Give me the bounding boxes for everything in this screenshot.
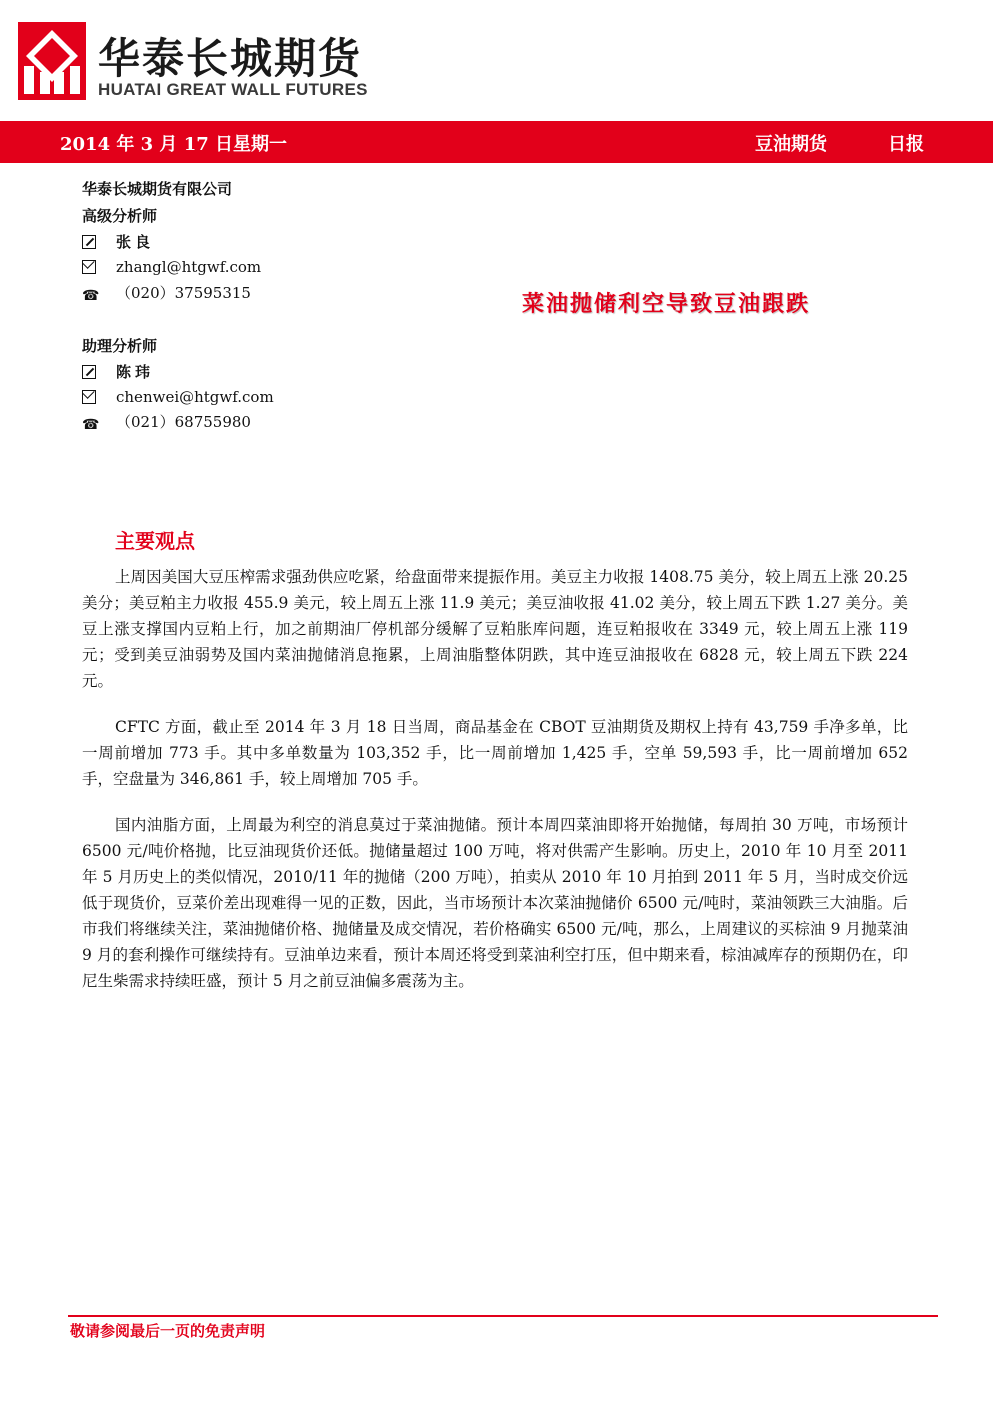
report-header-band	[0, 121, 993, 163]
company-logo	[18, 22, 388, 102]
senior-analyst-email-row	[82, 258, 261, 280]
phone-icon: ☎	[82, 417, 100, 433]
senior-analyst-name-row	[82, 231, 154, 253]
assistant-analyst-email[interactable]: chenwei@htgwf.com	[116, 388, 274, 406]
report-date: 2014 年 3 月 17 日星期一	[60, 134, 288, 155]
mail-icon	[82, 390, 96, 404]
assistant-analyst-phone-row	[82, 411, 251, 433]
disclaimer-note: 敬请参阅最后一页的免责声明	[70, 1322, 266, 1340]
report-headline: 菜油抛储利空导致豆油跟跌	[522, 291, 811, 317]
paragraph-cftc: CFTC 方面，截止至 2014 年 3 月 18 日当周，商品基金在 CBOT 豆油期货及期权上持有 43,759 手净多单，比一周前增加 773 手。其中多单数量为 103,352 手，比一周前增加 1,425 手，空单 59,593 手，比一周前增加 652 手，空盘量为 346,861 手，较上周增加 705 手。	[82, 718, 908, 788]
assistant-analyst-title: 助理分析师	[82, 337, 158, 355]
logo-mark-icon	[18, 22, 86, 100]
mail-icon	[82, 260, 96, 274]
section-title: 主要观点	[115, 529, 195, 553]
report-category: 豆油期货	[755, 134, 827, 155]
senior-analyst-title: 高级分析师	[82, 207, 158, 225]
report-type: 日报	[888, 134, 924, 155]
footer-divider	[68, 1315, 938, 1317]
edit-icon	[82, 235, 96, 249]
paragraph-market-overview: 上周因美国大豆压榨需求强劲供应吃紧，给盘面带来提振作用。美豆主力收报 1408.75 美分，较上周五上涨 20.25 美分；美豆粕主力收报 455.9 美元，较上周五上涨 11.9 美元；美豆油收报 41.02 美分，较上周五下跌 1.27 美分。美豆上涨支撑国内豆粕上行，加之前期油厂停机部分缓解了豆粕胀库问题，连豆粕报收在 3349 元，较上周五上涨 119 元；受到美豆油弱势及国内菜油抛储消息拖累，上周油脂整体阴跌，其中连豆油报收在 6828 元，较上周五下跌 224 元。	[82, 568, 908, 690]
assistant-analyst-email-row	[82, 388, 274, 410]
paragraph-domestic-oils: 国内油脂方面，上周最为利空的消息莫过于菜油抛储。预计本周四菜油即将开始抛储，每周拍 30 万吨，市场预计 6500 元/吨价格抛，比豆油现货价还低。抛储量超过 100 万吨，将对供需产生影响。历史上，2010 年 10 月至 2011 年 5 月历史上的类似情况，2010/11 年的抛储（200 万吨），拍卖从 2010 年 10 月拍到 2011 年 5 月，当时成交价远低于现货价，豆菜价差出现难得一见的正数，因此，当市场预计本次菜油抛储价 6500 元/吨时，菜油领跌三大油脂。后市我们将继续关注，菜油抛储价格、抛储量及成交情况，若价格确实 6500 元/吨，那么，上周建议的买棕油 9 月抛菜油 9 月的套利操作可继续持有。豆油单边来看，预计本周还将受到菜油利空打压，但中期来看，棕油减库存的预期仍在，印尼生柴需求持续旺盛，预计 5 月之前豆油偏多震荡为主。	[82, 816, 908, 990]
senior-analyst-phone: （020）37595315	[116, 284, 251, 302]
assistant-analyst-name-row	[82, 361, 154, 383]
senior-analyst-phone-row	[82, 282, 251, 304]
senior-analyst-name: 张良	[116, 233, 155, 251]
senior-analyst-email[interactable]: zhangl@htgwf.com	[116, 258, 262, 276]
phone-icon: ☎	[82, 288, 100, 304]
logo-english-name: HUATAI GREAT WALL FUTURES	[98, 80, 368, 99]
company-name: 华泰长城期货有限公司	[82, 180, 233, 198]
assistant-analyst-name: 陈玮	[116, 363, 155, 381]
assistant-analyst-phone: （021）68755980	[116, 413, 251, 431]
edit-icon	[82, 365, 96, 379]
logo-chinese-name: 华泰长城期货	[98, 34, 363, 83]
